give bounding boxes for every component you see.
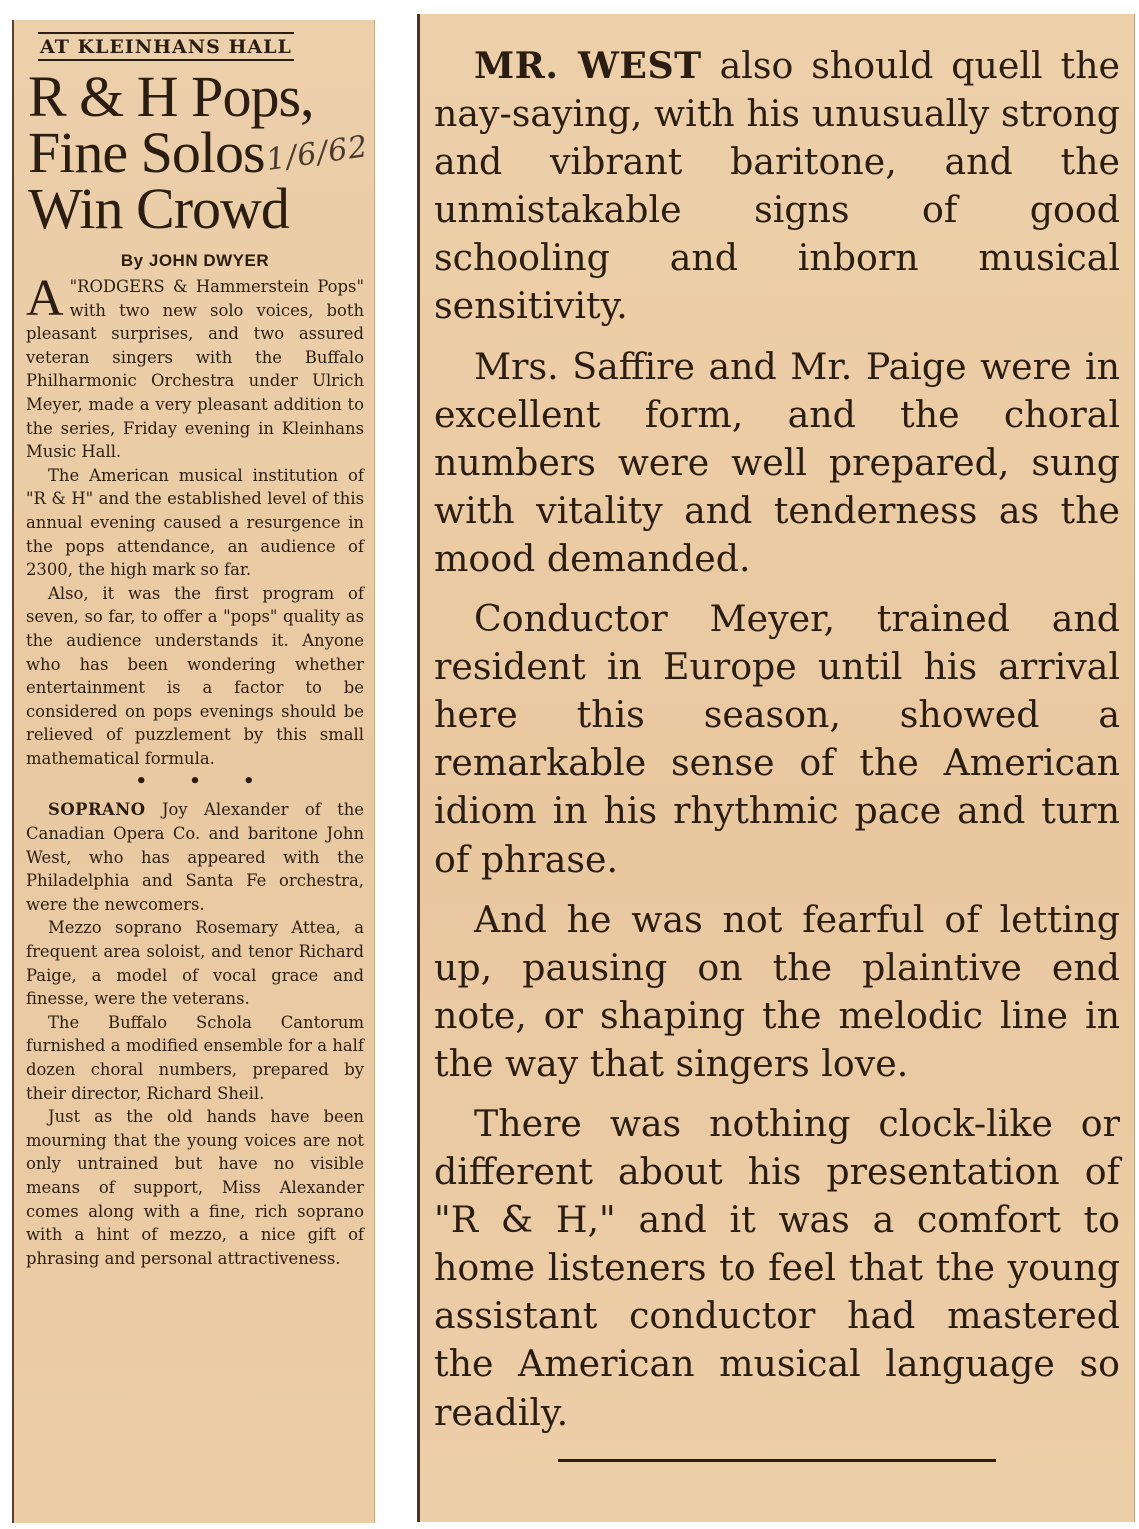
drop-cap: A — [26, 270, 64, 327]
section-kicker: AT KLEINHANS HALL — [38, 32, 294, 61]
paragraph-4-text: Joy Alexander of the Canadian Opera Co. and baritone John West, who has appeared with the Philadelphia and Santa Fe orchestra, were the newcomers. — [26, 800, 364, 914]
section-separator: • • • — [135, 771, 273, 793]
paragraph-7: Just as the old hands have been mourning that the young voices are not only untrained but have no visible means of support, Miss Alexander comes along with a fine, rich soprano with a hint of mezzo, a nice gift of phrasing and personal attractiveness. — [26, 1107, 364, 1268]
end-rule — [558, 1459, 996, 1462]
lead-paragraph-text: "RODGERS & Hammerstein Pops" with two new solo voices, both pleasant surprises, and two assured veteran singers with the Buffalo Philharmonic Orchestra under Ulrich Meyer, made a very pleasant addition to the series, Friday evening in Kleinhans Music Hall. — [26, 277, 364, 462]
headline-line-1: R & H Pops, — [28, 64, 314, 129]
handwritten-date: 1/6/62 — [264, 129, 371, 178]
headline-line-2: Fine Solos — [28, 120, 265, 185]
headline-line-3: Win Crowd — [28, 176, 289, 241]
continued-paragraph-5: There was nothing clock-like or different about his presentation of "R & H," and it was a comfort to home listeners to feel that the young assistant conductor had mastered the American musical language so readily. — [434, 1101, 1120, 1434]
paragraph-5: Mezzo soprano Rosemary Attea, a frequent area soloist, and tenor Richard Paige, a model of vocal grace and finesse, were the veterans. — [26, 918, 364, 1009]
lead-paragraph — [26, 270, 364, 464]
paragraph-4 — [26, 798, 364, 916]
continued-paragraph-1-lead-in: MR. WEST — [474, 44, 702, 87]
right-clipping — [417, 14, 1135, 1522]
byline: By JOHN DWYER — [120, 251, 270, 270]
left-clipping — [12, 20, 375, 1523]
paragraph-3: Also, it was the first program of seven, so far, to offer a "pops" quality as the audience understands it. Anyone who has been wondering whether entertainment is a factor to be considered on pops evenings should be relieved of puzzlement by this small mathematical formula. — [26, 583, 364, 768]
paragraph-4-lead-in: SOPRANO — [48, 800, 146, 820]
continued-paragraph-3: Conductor Meyer, trained and resident in Europe until his arrival here this season, showed a remarkable sense of the American idiom in his rhythmic pace and turn of phrase. — [434, 597, 1120, 881]
continued-paragraph-1-text: also should quell the nay-saying, with his unusually strong and vibrant baritone, and the unmistakable signs of good schooling and inborn musical sensitivity. — [434, 44, 1120, 328]
continued-paragraph-2: Mrs. Saffire and Mr. Paige were in excellent form, and the choral numbers were well prepared, sung with vitality and tenderness as the mood demanded. — [434, 344, 1120, 580]
continued-paragraph-1 — [434, 42, 1120, 331]
paragraph-6: The Buffalo Schola Cantorum furnished a modified ensemble for a half dozen choral numbers, prepared by their director, Richard Sheil. — [26, 1012, 364, 1103]
paragraph-2: The American musical institution of "R & H" and the established level of this annual evening caused a resurgence in the pops attendance, an audience of 2300, the high mark so far. — [26, 465, 364, 580]
continued-paragraph-4: And he was not fearful of letting up, pausing on the plaintive end note, or shaping the melodic line in the way that singers love. — [434, 897, 1120, 1085]
